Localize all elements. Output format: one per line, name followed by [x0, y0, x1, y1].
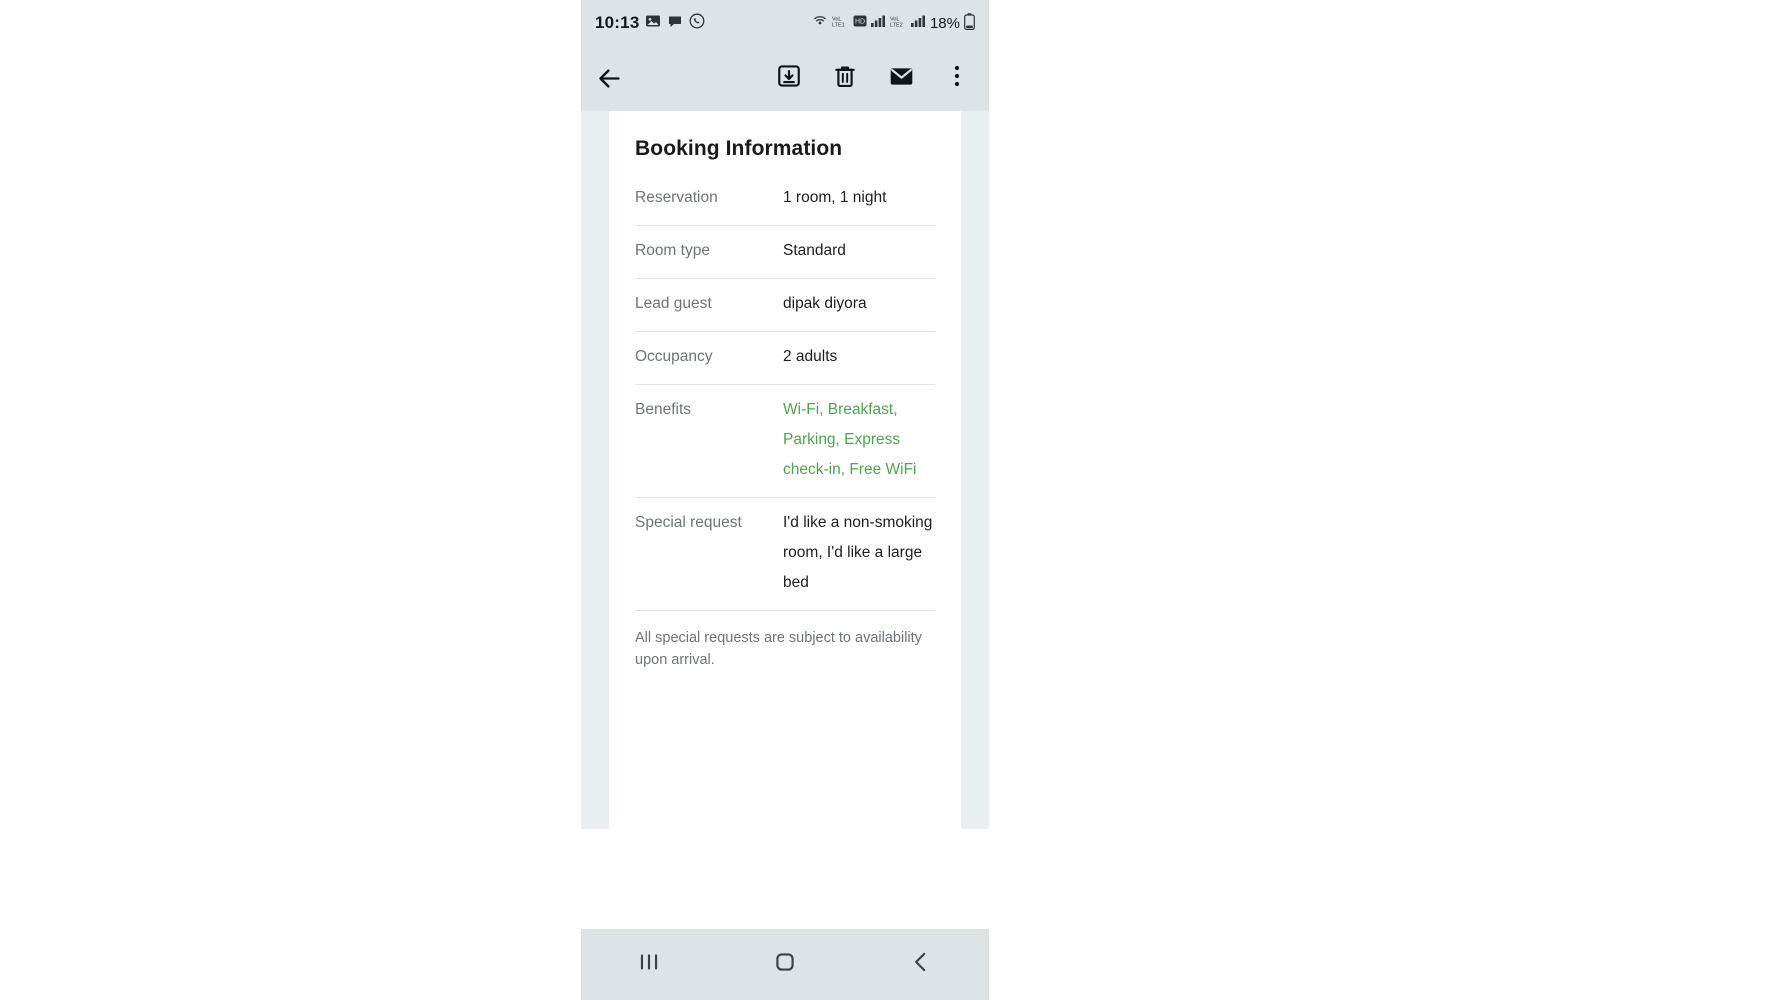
status-bar-left [595, 13, 812, 33]
svg-text:VoL: VoL [889, 16, 900, 23]
volte-sim1-icon [832, 14, 849, 32]
chat-bubble-icon [667, 13, 683, 33]
battery-icon [964, 13, 975, 34]
svg-text:VoL: VoL [831, 16, 842, 23]
overflow-menu-icon [946, 63, 968, 94]
cast-icon [812, 13, 828, 33]
row-value: dipak diyora [783, 295, 867, 312]
status-bar [581, 0, 989, 46]
row-label: Room type [635, 242, 710, 259]
recents-icon [636, 949, 662, 980]
battery-percentage: 18% [929, 14, 960, 32]
volte-sim2-icon [890, 14, 907, 32]
booking-information-card [609, 111, 961, 829]
home-button[interactable] [757, 937, 813, 993]
status-clock: 10:13 [595, 13, 640, 32]
more-options-button[interactable] [943, 65, 971, 93]
svg-text:LTE1: LTE1 [831, 22, 845, 28]
row-label: Reservation [635, 189, 718, 206]
chevron-left-icon [908, 949, 934, 980]
table-row [635, 279, 935, 332]
row-value: Standard [783, 242, 846, 259]
row-label: Special request [635, 514, 742, 531]
row-value: 2 adults [783, 348, 838, 365]
app-bar [581, 46, 989, 111]
delete-button[interactable] [831, 65, 859, 93]
hd-icon [853, 15, 867, 31]
recents-button[interactable] [621, 937, 677, 993]
archive-icon [776, 63, 802, 94]
row-label: Benefits [635, 401, 692, 418]
table-row [635, 226, 935, 279]
table-row [635, 332, 935, 385]
whatsapp-icon [689, 13, 705, 33]
system-back-button[interactable] [893, 937, 949, 993]
row-value: 1 room, 1 night [783, 189, 887, 206]
row-label: Occupancy [635, 348, 713, 365]
row-value: I'd like a non-smoking room, I'd like a large bed [783, 514, 933, 591]
table-row [635, 179, 935, 226]
svg-text:HD: HD [854, 18, 866, 26]
arrow-left-icon[interactable] [595, 65, 623, 93]
email-content-scroll[interactable] [581, 111, 989, 829]
signal-sim1-icon [871, 14, 886, 32]
special-request-footnote: All special requests are subject to availability upon arrival. [635, 630, 922, 668]
phone-screen [581, 0, 989, 1000]
mark-unread-button[interactable] [887, 65, 915, 93]
app-bar-actions [775, 65, 975, 93]
system-navigation-bar [581, 929, 989, 1000]
home-icon [772, 949, 798, 980]
table-row [635, 385, 935, 498]
envelope-icon [888, 63, 915, 95]
signal-sim2-icon [911, 14, 926, 32]
photos-icon [645, 13, 661, 33]
page-title: Booking Information [635, 137, 843, 160]
svg-text:LTE2: LTE2 [889, 22, 903, 28]
trash-icon [832, 63, 858, 94]
status-bar-right [812, 13, 975, 34]
archive-button[interactable] [775, 65, 803, 93]
back-button[interactable] [595, 65, 623, 93]
table-row [635, 498, 935, 611]
row-label: Lead guest [635, 295, 712, 312]
row-value-benefits: Wi-Fi, Breakfast, Parking, Express check-in, Free WiFi [783, 401, 917, 478]
